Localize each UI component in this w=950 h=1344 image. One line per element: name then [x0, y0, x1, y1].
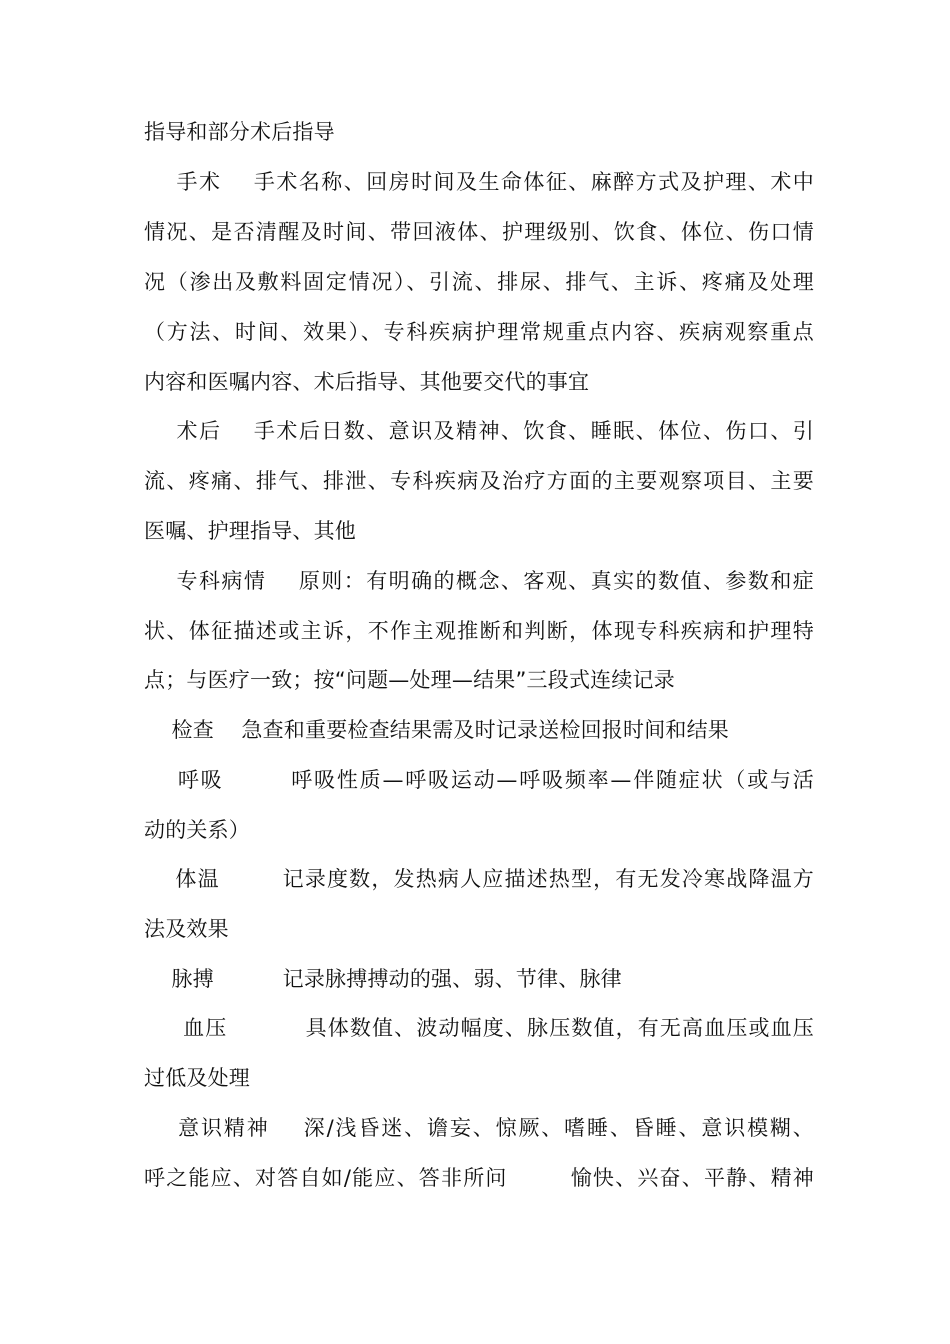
text-line: 医嘱、护理指导、其他 [144, 519, 356, 543]
text-line: 脉搏 记录脉搏搏动的强、弱、节律、脉律 [144, 967, 622, 991]
text-line: 呼吸 呼吸性质—呼吸运动—呼吸频率—伴随症状（或与活 [144, 768, 814, 792]
text-line: 体温 记录度数，发热病人应描述热型，有无发冷寒战降温方 [144, 867, 814, 891]
text-line: 手术 手术名称、回房时间及生命体征、麻醉方式及护理、术中 [144, 170, 814, 194]
text-line: 况（渗出及敷料固定情况）、引流、排尿、排气、主诉、疼痛及处理 [144, 270, 814, 294]
text-line: 检查 急查和重要检查结果需及时记录送检回报时间和结果 [144, 718, 729, 742]
text-line: 呼之能应、对答自如/能应、答非所问 愉快、兴奋、平静、精神 [144, 1166, 814, 1190]
text-line: 动的关系） [144, 818, 250, 842]
text-line: 点；与医疗一致；按“问题—处理—结果”三段式连续记录 [144, 668, 675, 692]
text-line: 情况、是否清醒及时间、带回液体、护理级别、饮食、体位、伤口情 [144, 220, 814, 244]
text-line: 指导和部分术后指导 [144, 120, 335, 144]
text-line: 法及效果 [144, 917, 229, 941]
text-line: 过低及处理 [144, 1066, 250, 1090]
text-line: （方法、时间、效果）、专科疾病护理常规重点内容、疾病观察重点 [144, 320, 814, 344]
text-line: 状、体征描述或主诉，不作主观推断和判断，体现专科疾病和护理特 [144, 619, 814, 643]
text-line: 血压 具体数值、波动幅度、脉压数值，有无高血压或血压 [144, 1016, 814, 1040]
text-line: 意识精神 深/浅昏迷、谵妄、惊厥、嗜睡、昏睡、意识模糊、 [144, 1116, 814, 1140]
text-line: 内容和医嘱内容、术后指导、其他要交代的事宜 [144, 370, 590, 394]
text-line: 专科病情 原则：有明确的概念、客观、真实的数值、参数和症 [144, 569, 814, 593]
text-line: 流、疼痛、排气、排泄、专科疾病及治疗方面的主要观察项目、主要 [144, 469, 814, 493]
text-line: 术后 手术后日数、意识及精神、饮食、睡眠、体位、伤口、引 [144, 419, 814, 443]
